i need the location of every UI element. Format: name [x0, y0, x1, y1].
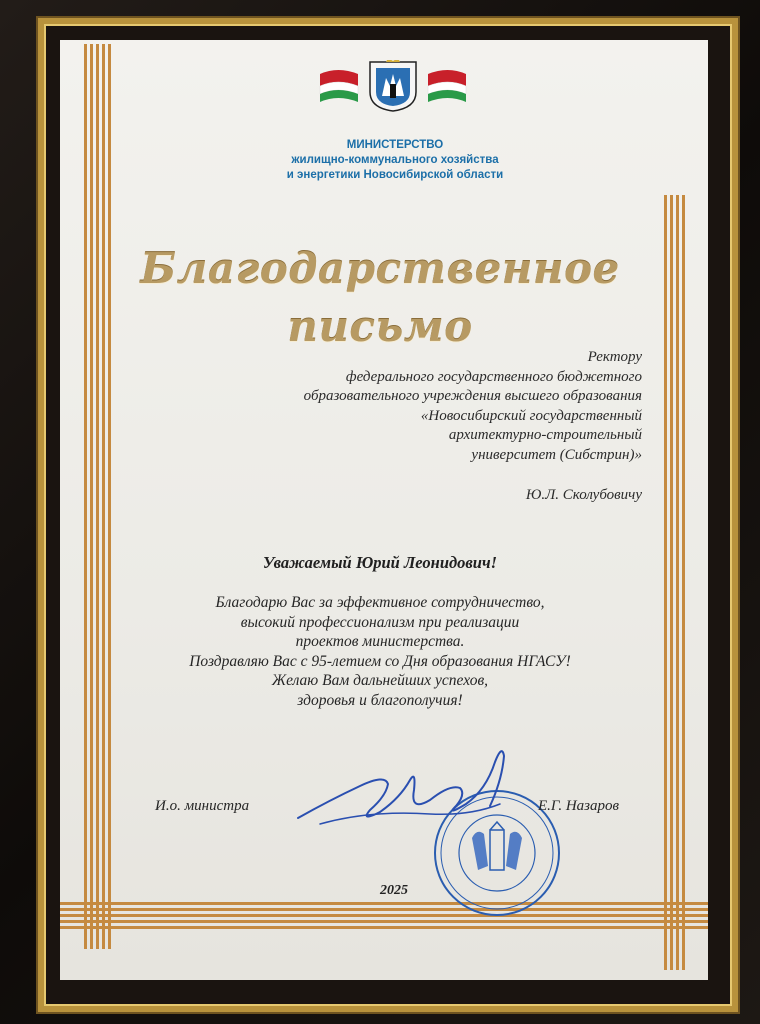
greeting: Уважаемый Юрий Леонидович!: [262, 553, 498, 572]
ministry-line1: МИНИСТЕРСТВО: [346, 139, 444, 151]
letter-body: [140, 593, 620, 710]
recipient-line: образовательного учреждения высшего образования: [303, 388, 642, 404]
bottom-gold-stripes: [60, 902, 708, 932]
ministry-line2: жилищно-коммунального хозяйства: [291, 154, 499, 166]
document-year: 2025: [380, 883, 408, 898]
document-title: [130, 240, 630, 356]
recipient-line: федерального государственного бюджетного: [345, 368, 642, 385]
signatory-name: Е.Г. Назаров: [538, 798, 620, 814]
recipient-line: Ректору: [587, 349, 642, 365]
regional-emblem-icon: [318, 60, 468, 112]
body-line: Благодарю Вас за эффективное сотрудничество,: [215, 594, 545, 611]
recipient-line: архитектурно-строительный: [448, 427, 642, 443]
body-line: Желаю Вам дальнейших успехов,: [271, 672, 489, 689]
ministry-header: [230, 138, 560, 183]
signatory-role: И.о. министра: [155, 798, 250, 814]
left-flag-icon: [320, 70, 358, 102]
recipient-block: [222, 348, 642, 465]
body-line: проектов министерства.: [295, 633, 465, 650]
ministry-line3: и энергетики Новосибирской области: [286, 169, 504, 181]
body-line: Поздравляю Вас с 95-летием со Дня образования НГАСУ!: [189, 652, 571, 670]
recipient-line: «Новосибирский государственный: [420, 407, 642, 424]
right-gold-stripes: [664, 195, 686, 970]
right-flag-icon: [428, 70, 466, 102]
recipient-name: Ю.Л. Сколубовичу: [525, 487, 642, 503]
title-line2: письмо: [287, 302, 473, 351]
recipient-line: университет (Сибстрин)»: [471, 446, 642, 463]
handwritten-signature-icon: [290, 740, 530, 840]
left-gold-stripes: [84, 44, 114, 949]
body-line: здоровья и благополучия!: [297, 691, 463, 709]
title-line1: Благодарственное: [140, 244, 620, 293]
coat-of-arms-icon: [370, 60, 416, 111]
body-line: высокий профессионализм при реализации: [240, 613, 520, 631]
